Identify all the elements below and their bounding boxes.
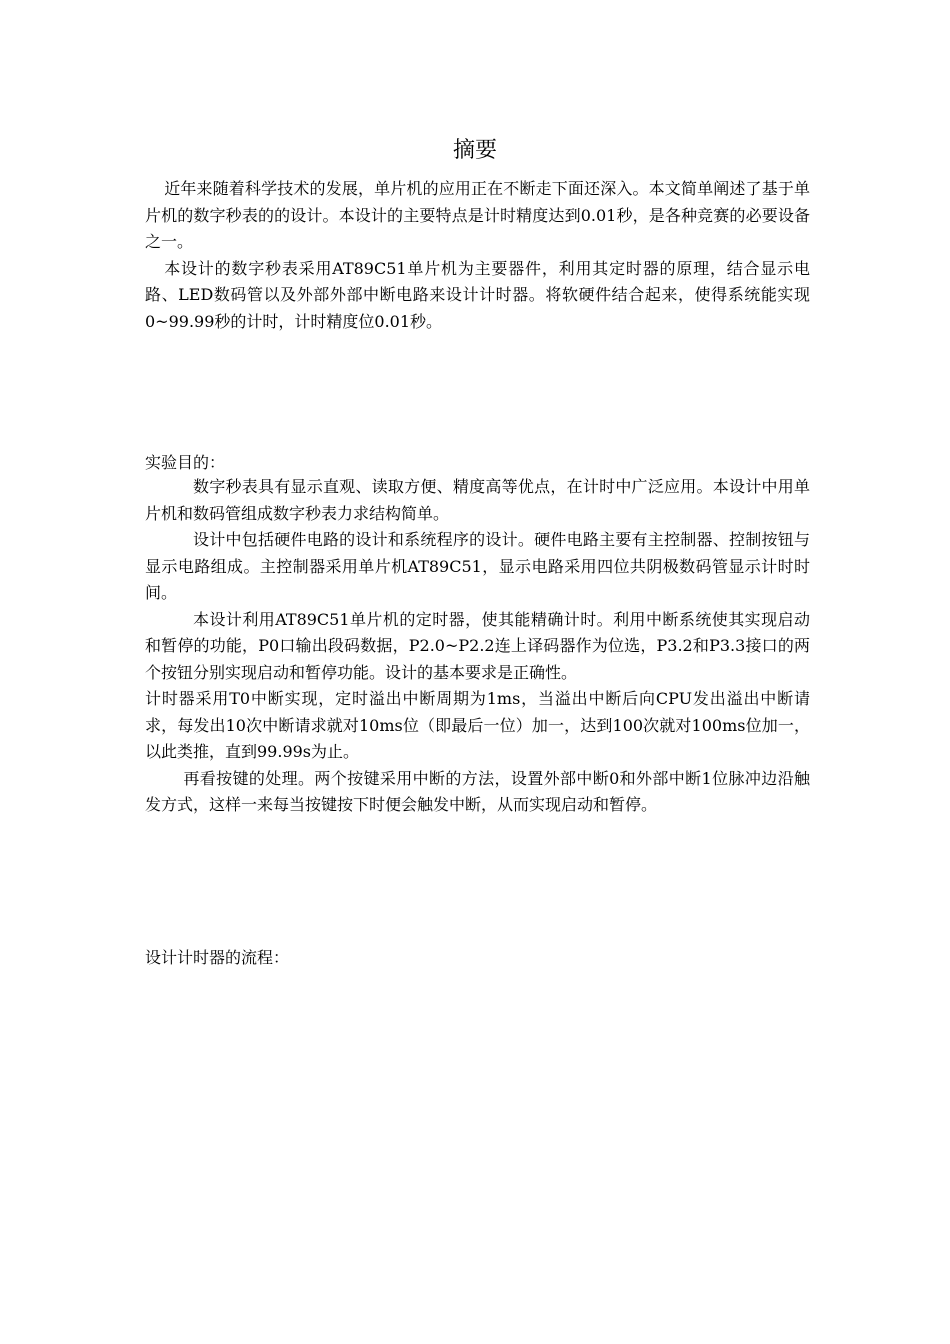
document-title: 摘要	[452, 138, 497, 163]
purpose-heading: 实验目的：	[145, 453, 226, 472]
abstract-paragraph-1: 近年来随着科学技术的发展，单片机的应用正在不断走下面还深入。本文简单阐述了基于单片机的数字秒表的的设计。本设计的主要特点是计时精度达到0.01秒，是各种竞赛的必要设备之一。	[145, 179, 810, 251]
purpose-section	[145, 474, 810, 819]
purpose-paragraph-5: 再看按键的处理。两个按键采用中断的方法，设置外部中断0和外部中断1位脉冲边沿触发方式，这样一来每当按键按下时便会触发中断，从而实现启动和暂停。	[145, 768, 810, 814]
purpose-paragraph-1: 数字秒表具有显示直观、读取方便、精度高等优点，在计时中广泛应用。本设计中用单片机和数码管组成数字秒表力求结构简单。	[145, 477, 810, 523]
purpose-paragraph-2: 设计中包括硬件电路的设计和系统程序的设计。硬件电路主要有主控制器、控制按钮与显示电路组成。主控制器采用单片机AT89C51，显示电路采用四位共阴极数码管显示计时时间。	[145, 530, 810, 602]
abstract-paragraph-2: 本设计的数字秒表采用AT89C51单片机为主要器件，利用其定时器的原理，结合显示电路、LED数码管以及外部外部中断电路来设计计时器。将软硬件结合起来，使得系统能实现0~99.99秒的计时，计时精度位0.01秒。	[145, 258, 810, 331]
purpose-paragraph-3: 本设计利用AT89C51单片机的定时器，使其能精确计时。利用中断系统使其实现启动和暂停的功能，P0口输出段码数据，P2.0~P2.2连上译码器作为位选，P3.2和P3.3接口的两个按钮分别实现启动和暂停功能。设计的基本要求是正确性。	[145, 609, 810, 682]
abstract-section	[145, 176, 810, 335]
flow-heading: 设计计时器的流程：	[145, 948, 290, 967]
purpose-paragraph-4: 计时器采用T0中断实现，定时溢出中断周期为1ms，当溢出中断后向CPU发出溢出中断请求，每发出10次中断请求就对10ms位（即最后一位）加一，达到100次就对100ms位加一，以此类推，直到99.99s为止。	[145, 689, 810, 761]
